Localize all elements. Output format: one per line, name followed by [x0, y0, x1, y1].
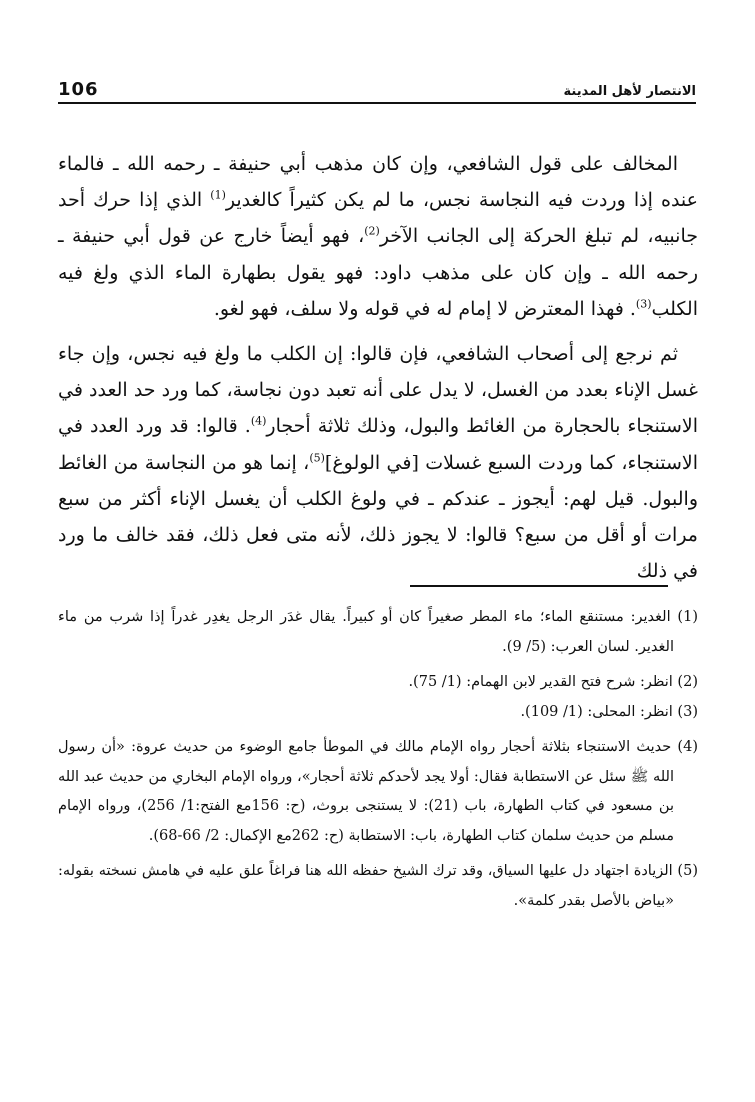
footnote: (3) انظر: المحلى: (1/ 109). — [520, 703, 698, 720]
footnotes — [58, 603, 698, 916]
body-paragraph: المخالف على قول الشافعي، وإن كان مذهب أبي حنيفة ـ رحمه الله ـ فالماء عنده إذا وردت فيه النجاسة نجس، ما لم يكن كثيراً كالغدير$^{(1)}$ الذي إذا حرك أحد جانبيه، لم تبلغ الحركة إلى الجانب الآخر$^{(2)}$، فهو أيضاً خارج عن قول أبي حنيفة ـ رحمه الله ـ وإن كان على مذهب داود: فهو يقول بطهارة الماء الذي ولغ فيه الكلب$^{(3)}$. فهذا المعترض لا إمام له في قوله ولا سلف، فهو لغو. — [58, 153, 698, 320]
footnote: (4) حديث الاستنجاء بثلاثة أحجار رواه الإمام مالك في الموطأ جامع الوضوء من حديث عروة: «أن رسول الله ﷺ سئل عن الاستطابة فقال: أولا يجد لأحدكم ثلاثة أحجار»، ورواه الإمام البخاري من حديث عبد الله بن مسعود في كتاب الطهارة، باب (21): لا يستنجى بروث، (ح: 156مع الفتح:1/ 256)، ورواه الإمام مسلم من حديث سلمان كتاب الطهارة، باب: الاستطابة (ح: 262مع الإكمال: 2/ 66-68). — [58, 739, 698, 844]
footnote: (5) الزيادة اجتهاد دل عليها السياق، وقد ترك الشيخ حفظه الله هنا فراغاً علق عليه في هامش نسخته بقوله: «بياض بالأصل بقدر كلمة». — [58, 863, 698, 909]
main-text — [58, 146, 698, 589]
running-title: الانتصار لأهل المدينة — [563, 84, 696, 99]
footnote: (1) الغدير: مستنقع الماء؛ ماء المطر صغيراً كان أو كبيراً. يقال غدَر الرجل يغدِر غدراً إذا شرب من ماء الغدير. لسان العرب: (5/ 9). — [58, 609, 698, 655]
page-number: 106 — [58, 79, 99, 100]
footnote-ref: (5) — [309, 451, 325, 465]
footnote-ref: (1) — [210, 188, 226, 202]
footnote-ref: (3) — [635, 297, 652, 311]
footnote-ref: (4) — [250, 415, 267, 429]
footnote-ref: (2) — [364, 225, 380, 239]
footnote: (2) انظر: شرح فتح القدير لابن الهمام: (1/ 75). — [408, 674, 698, 690]
page-header — [58, 76, 696, 104]
footnote-separator — [410, 585, 668, 587]
body-paragraph: ثم نرجع إلى أصحاب الشافعي، فإن قالوا: إن الكلب ما ولغ فيه نجس، وإن جاء غسل الإناء بعدد من الغسل، لا يدل على أنه تعبد دون نجاسة، كما ورد حد العدد في الاستنجاء بالحجارة من الغائط والبول، وذلك ثلاثة أحجار$^{(4)}$. قالوا: قد ورد العدد في الاستنجاء، كما وردت السبع غسلات [في الولوغ]$^{(5)}$، إنما هو من النجاسة من الغائط والبول. قيل لهم: أيجوز ـ عندكم ـ في ولوغ الكلب أن يغسل الإناء أكثر من سبع مرات أو أقل من سبع؟ قالوا: لا يجوز ذلك، لأنه متى فعل ذلك، فقد خالف ما ورد في ذلك — [58, 343, 698, 583]
